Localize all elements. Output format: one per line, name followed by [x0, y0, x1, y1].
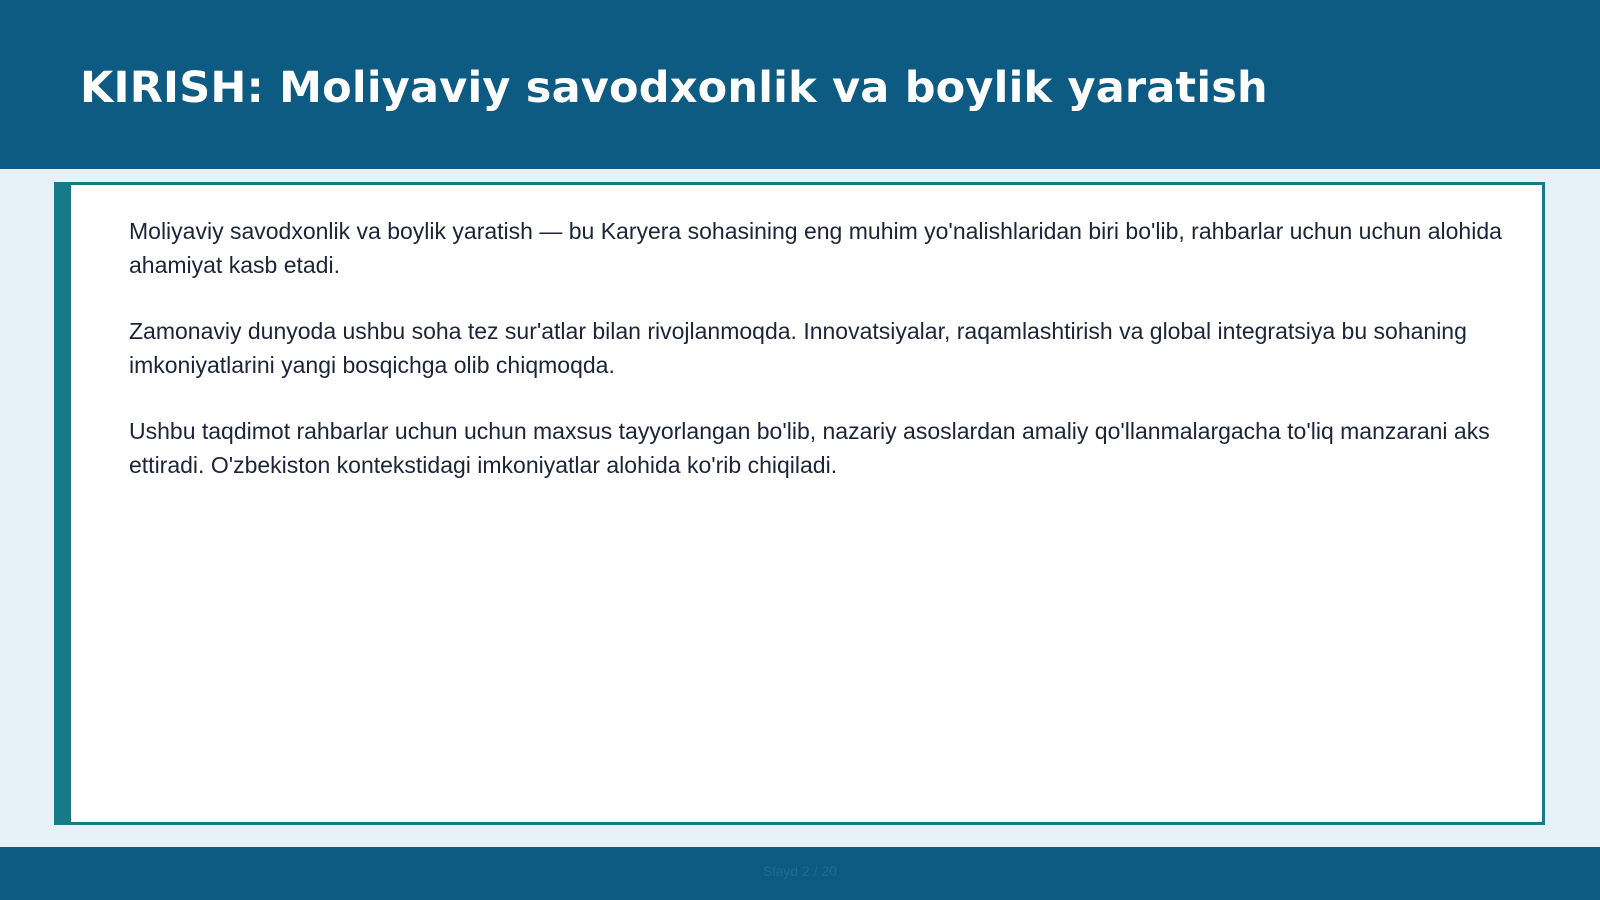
slide-title: KIRISH: Moliyaviy savodxonlik va boylik yaratish	[80, 63, 1268, 113]
slide-counter: Slayd 2 / 20	[763, 863, 837, 879]
trends-paragraph: Zamonaviy dunyoda ushbu soha tez sur'atlar bilan rivojlanmoqda. Innovatsiyalar, raqamlashtirish va global integratsiya bu sohaning imkoniyatlarini yangi bosqichga olib chiqmoqda.	[129, 318, 1467, 378]
intro-paragraph: Moliyaviy savodxonlik va boylik yaratish — bu Karyera sohasining eng muhim yo'nalishlaridan biri bo'lib, rahbarlar uchun uchun alohida ahamiyat kasb etadi.	[129, 218, 1502, 278]
presentation-purpose-paragraph: Ushbu taqdimot rahbarlar uchun uchun maxsus tayyorlangan bo'lib, nazariy asoslardan amaliy qo'llanmalargacha to'liq manzarani aks ettiradi. O'zbekiston kontekstidagi imkoniyatlar alohida ko'rib chiqiladi.	[129, 418, 1490, 478]
slide-footer	[0, 847, 1600, 900]
slide-header	[0, 0, 1600, 169]
content-panel	[54, 182, 1545, 825]
